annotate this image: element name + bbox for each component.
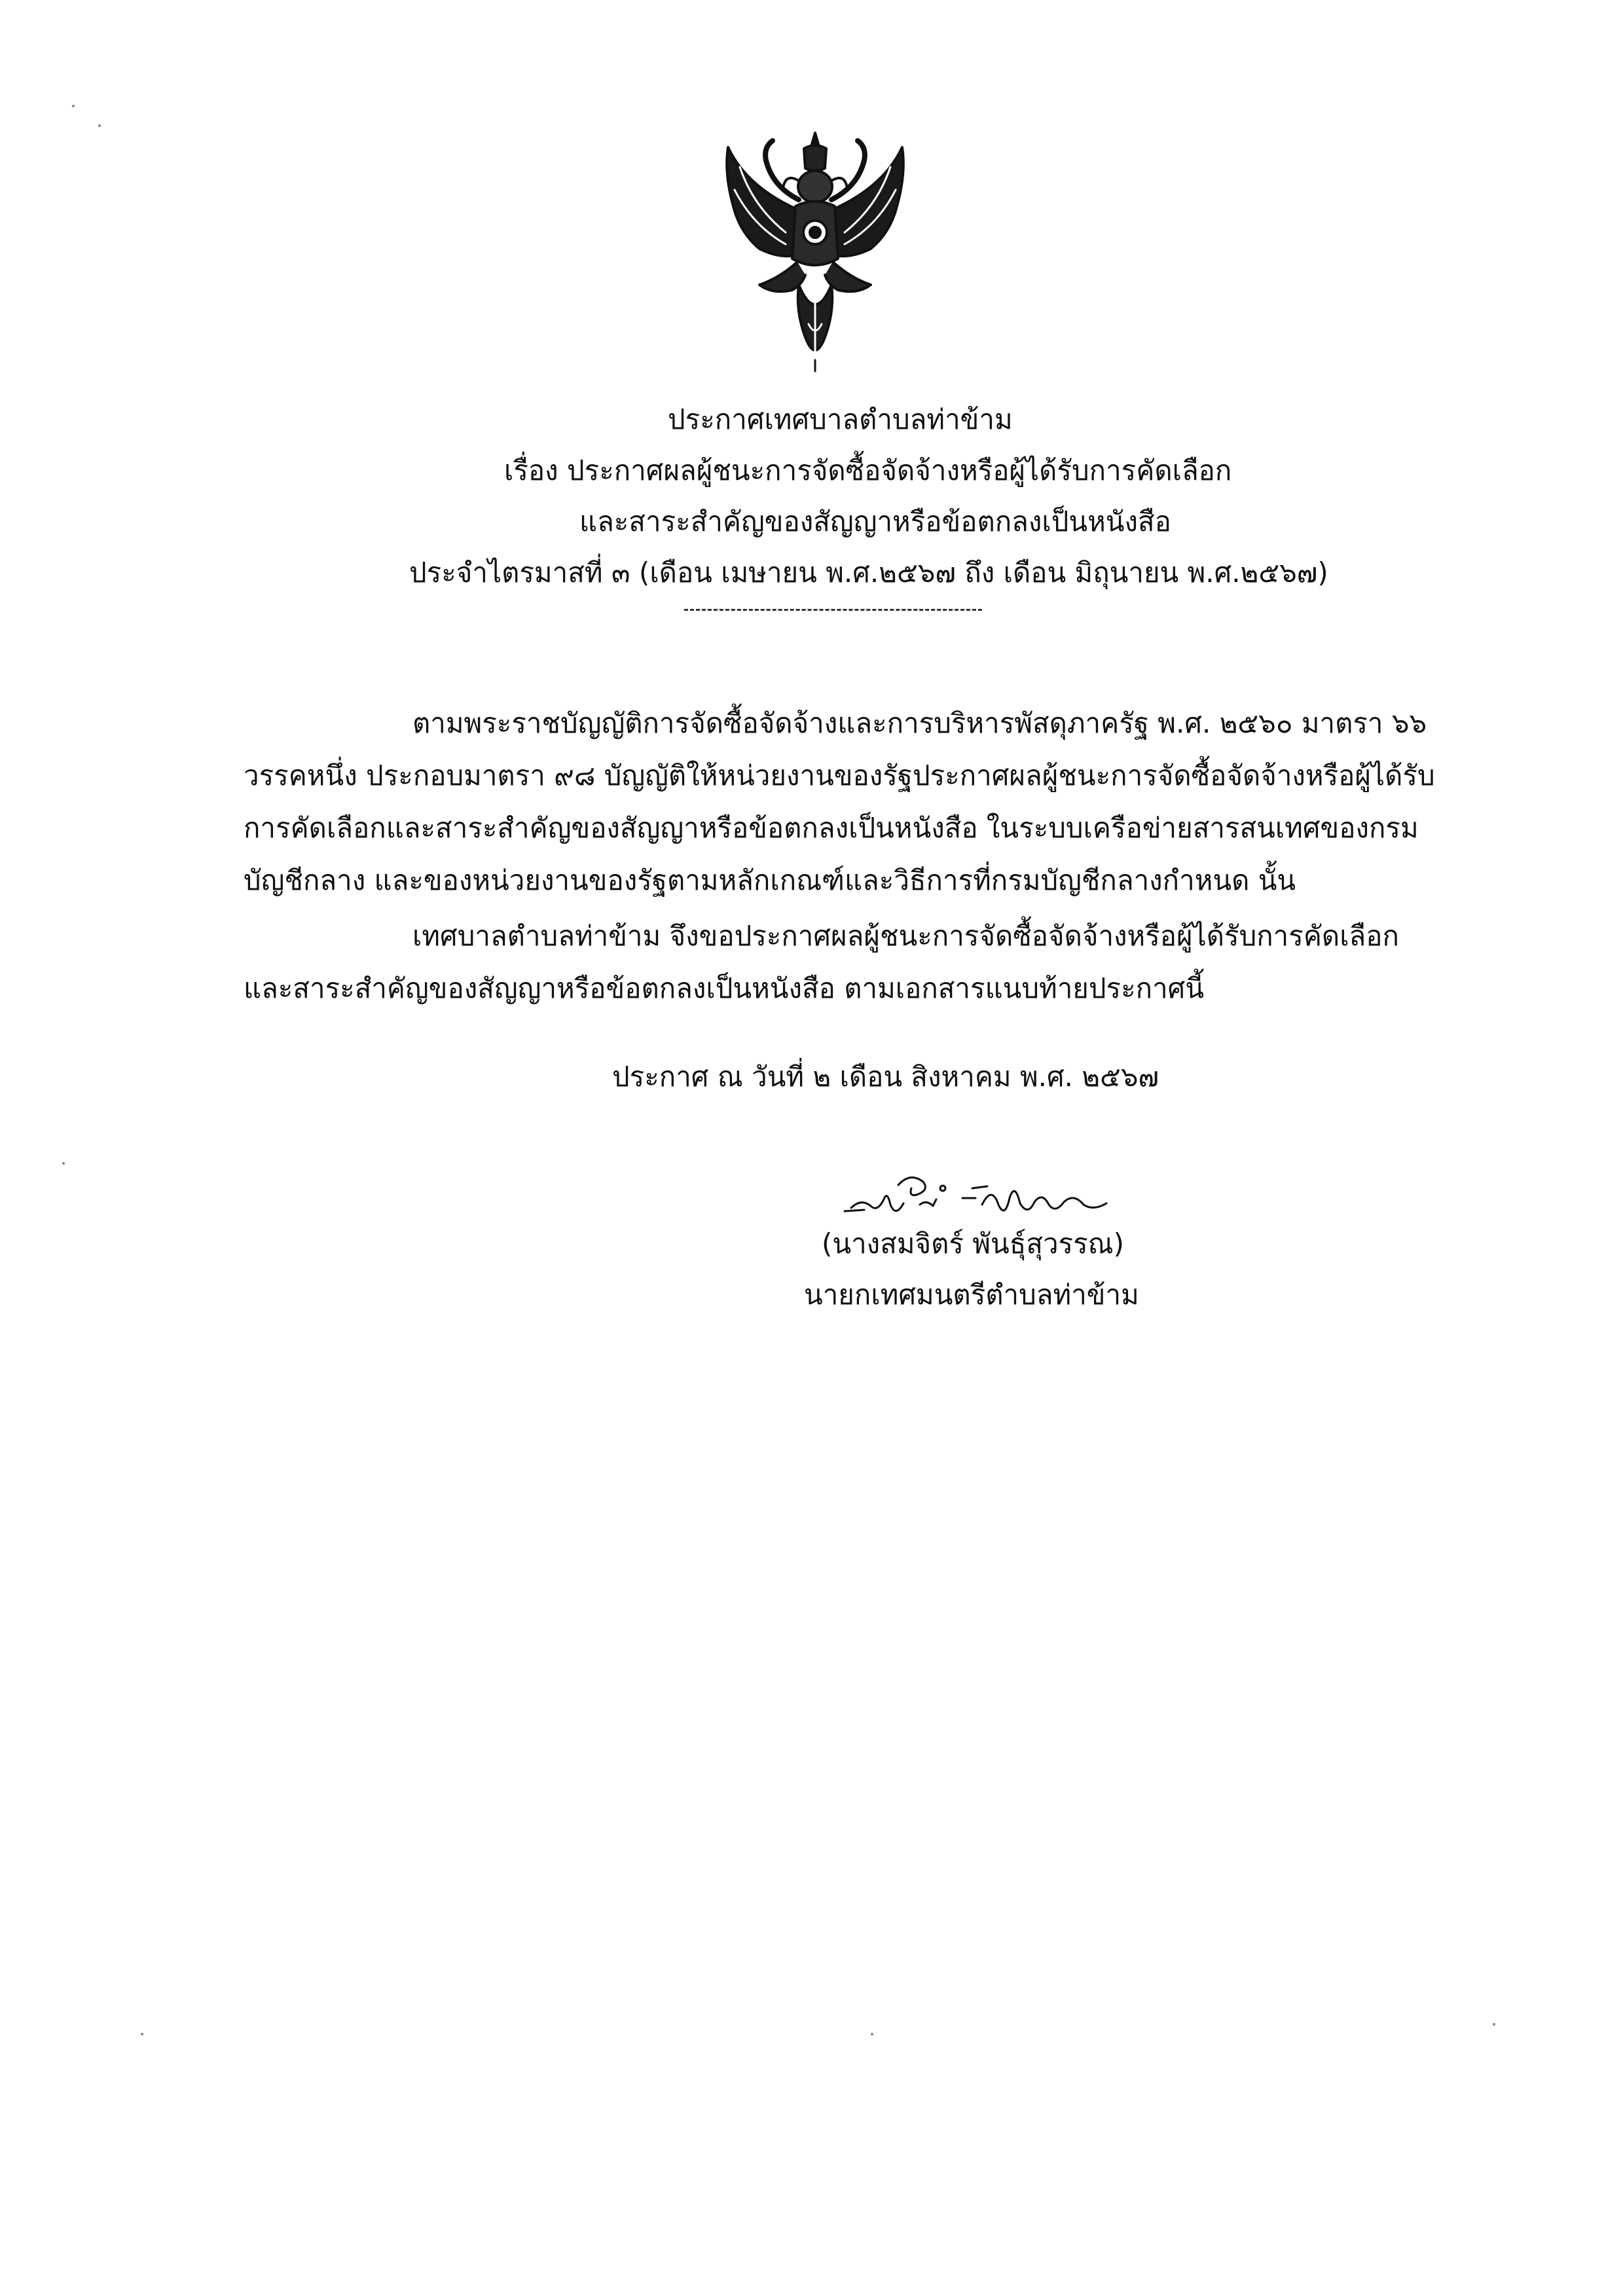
announcement-subject-continued: และสาระสำคัญของสัญญาหรือข้อตกลงเป็นหนังสือ (579, 505, 1171, 538)
announcement-subject: เรื่อง ประกาศผลผู้ชนะการจัดซื้อจัดจ้างหรือผู้ได้รับการคัดเลือก (504, 454, 1232, 486)
dashed-separator (684, 609, 982, 611)
scan-speck (72, 105, 75, 107)
scan-speck (62, 1162, 65, 1165)
signer-title: นายกเทศมนตรีตำบลท่าข้าม (804, 1279, 1139, 1311)
handwritten-signature-icon (838, 1159, 1139, 1231)
scan-speck (1493, 2023, 1495, 2026)
announcement-date: ประกาศ ณ วันที่ ๒ เดือน สิงหาคม พ.ศ. ๒๕๖๗ (612, 1061, 1159, 1093)
scan-speck (141, 2033, 143, 2035)
scan-speck (871, 2033, 873, 2035)
announcement-title: ประกาศเทศบาลตำบลท่าข้าม (668, 403, 1013, 435)
body-paragraph-1: ตามพระราชบัญญัติการจัดซื้อจัดจ้างและการบริหารพัสดุภาครัฐ พ.ศ. ๒๕๖๐ มาตรา ๖๖ วรรคหนึ่ง ประกอบมาตรา ๙๘ บัญญัติให้หน่วยงานของรัฐประกาศผลผู้ชนะการจัดซื้อจัดจ้างหรือผู้ได้รับการคัดเลือกและสาระสำคัญของสัญญาหรือข้อตกลงเป็นหนังสือ ในระบบเครือข่ายสารสนเทศของกรมบัญชีกลาง และของหน่วยงานของรัฐตามหลักเกณฑ์และวิธีการที่กรมบัญชีกลางกำหนด นั้น (244, 707, 1435, 896)
scan-speck (98, 124, 101, 127)
body-paragraph-2: เทศบาลตำบลท่าข้าม จึงขอประกาศผลผู้ชนะการจัดซื้อจัดจ้างหรือผู้ได้รับการคัดเลือกและสาระสำคัญของสัญญาหรือข้อตกลงเป็นหนังสือ ตามเอกสารแนบท้ายประกาศนี้ (244, 920, 1399, 1004)
signer-name: (นางสมจิตร์ พันธุ์สุวรรณ) (822, 1228, 1125, 1260)
garuda-emblem-icon (720, 128, 910, 373)
announcement-period: ประจำไตรมาสที่ ๓ (เดือน เมษายน พ.ศ.๒๕๖๗ ถึง เดือน มิถุนายน พ.ศ.๒๕๖๗) (409, 556, 1328, 589)
